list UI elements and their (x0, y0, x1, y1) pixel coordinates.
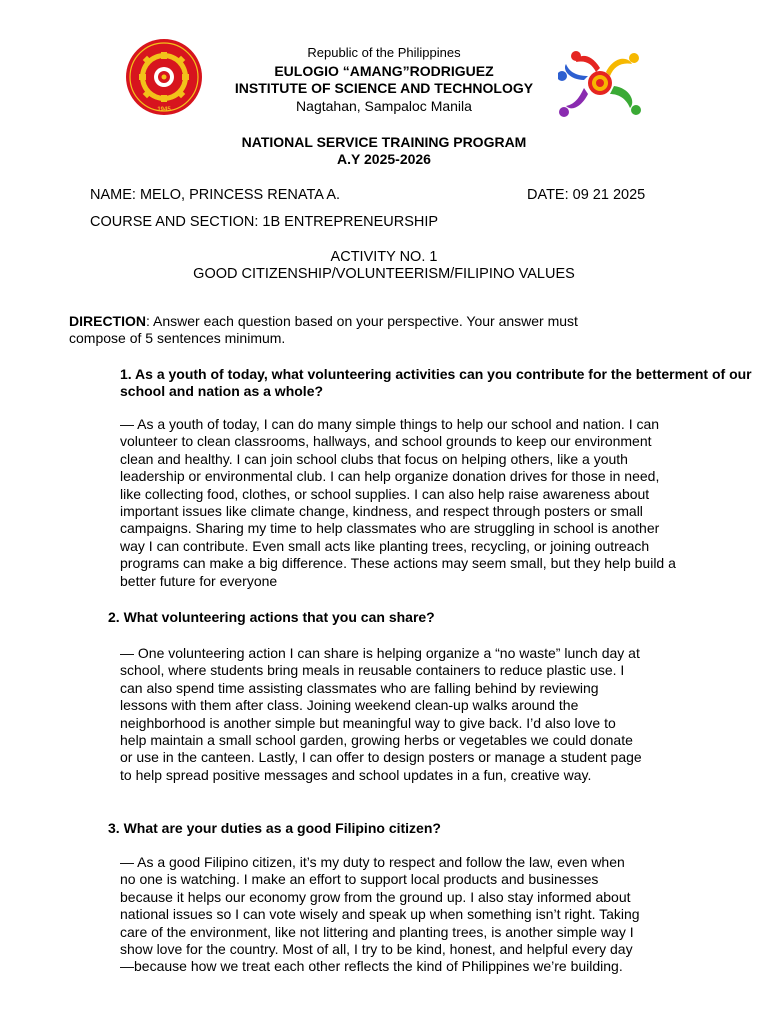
academic-year: A.Y 2025-2026 (337, 151, 431, 167)
answer-1: — As a youth of today, I can do many simple things to help our school and nation. I can volunteer to clean classrooms, hallways, and school grounds to keep our environment clean and healthy. I can join school clubs that focus on helping others, like a youth leadership or environmental club. I can help organize donation drives for those in need, like collecting food, clothes, or school supplies. I can also help raise awareness about important issues like climate change, kindness, and respect through posters or small campaigns. Sharing my time to help classmates who are struggling in school is another way I can contribute. Even small acts like planting trees, recycling, or joining outreach programs can make a big difference. These actions may seem small, but they help build a better future for everyone (120, 416, 676, 589)
activity-number: ACTIVITY NO. 1 (330, 249, 438, 265)
republic-line: Republic of the Philippines (307, 45, 461, 60)
activity-topic: GOOD CITIZENSHIP/VOLUNTEERISM/FILIPINO VALUES (193, 266, 575, 282)
school-name-line1: EULOGIO “AMANG”RODRIGUEZ (274, 63, 494, 79)
answer-2: — One volunteering action I can share is helping organize a “no waste” lunch day at school, where students bring meals in reusable containers to reduce plastic use. I can also spend time assisting classmates who are falling behind by reviewing lessons with them after class. Joining weekend clean-up walks around the neighborhood is another simple but meaningful way to give back. I’d also love to help maintain a small school garden, growing herbs or vegetables we could donate or use in the canteen. Lastly, I can offer to design posters or manage a student page to help spread positive messages and school updates in a fun, creative way. (120, 645, 642, 783)
submission-date: DATE: 09 21 2025 (527, 187, 646, 203)
seal-year: 1945 (157, 107, 171, 113)
school-name-line2: INSTITUTE OF SCIENCE AND TECHNOLOGY (234, 80, 534, 96)
question-2: 2. What volunteering actions that you can share? (108, 609, 435, 625)
program-title: NATIONAL SERVICE TRAINING PROGRAM (241, 134, 527, 150)
direction-text: : Answer each question based on your perspective. Your answer must compose of 5 sentences minimum. (69, 313, 578, 346)
answer-3: — As a good Filipino citizen, it’s my duty to respect and follow the law, even when no one is watching. I make an effort to support local products and businesses because it helps our economy grow from the ground up. I also stay informed about national issues so I can vote wisely and speak up when something isn’t right. Taking care of the environment, like not littering and planting trees, is another simple way I show love for the country. Most of all, I try to be kind, honest, and helpful every day—because how we treat each other reflects the kind of Philippines we’re building. (120, 854, 640, 975)
question-3: 3. What are your duties as a good Filipino citizen? (108, 820, 441, 836)
direction-paragraph (69, 313, 629, 347)
school-address: Nagtahan, Sampaloc Manila (296, 98, 472, 114)
course-section: COURSE AND SECTION: 1B ENTREPRENEURSHIP (90, 214, 439, 230)
question-1: 1. As a youth of today, what volunteering activities can you contribute for the betterment of our school and nation as a whole? (120, 366, 752, 399)
direction-label: DIRECTION (69, 313, 146, 329)
student-name: NAME: MELO, PRINCESS RENATA A. (90, 187, 341, 203)
